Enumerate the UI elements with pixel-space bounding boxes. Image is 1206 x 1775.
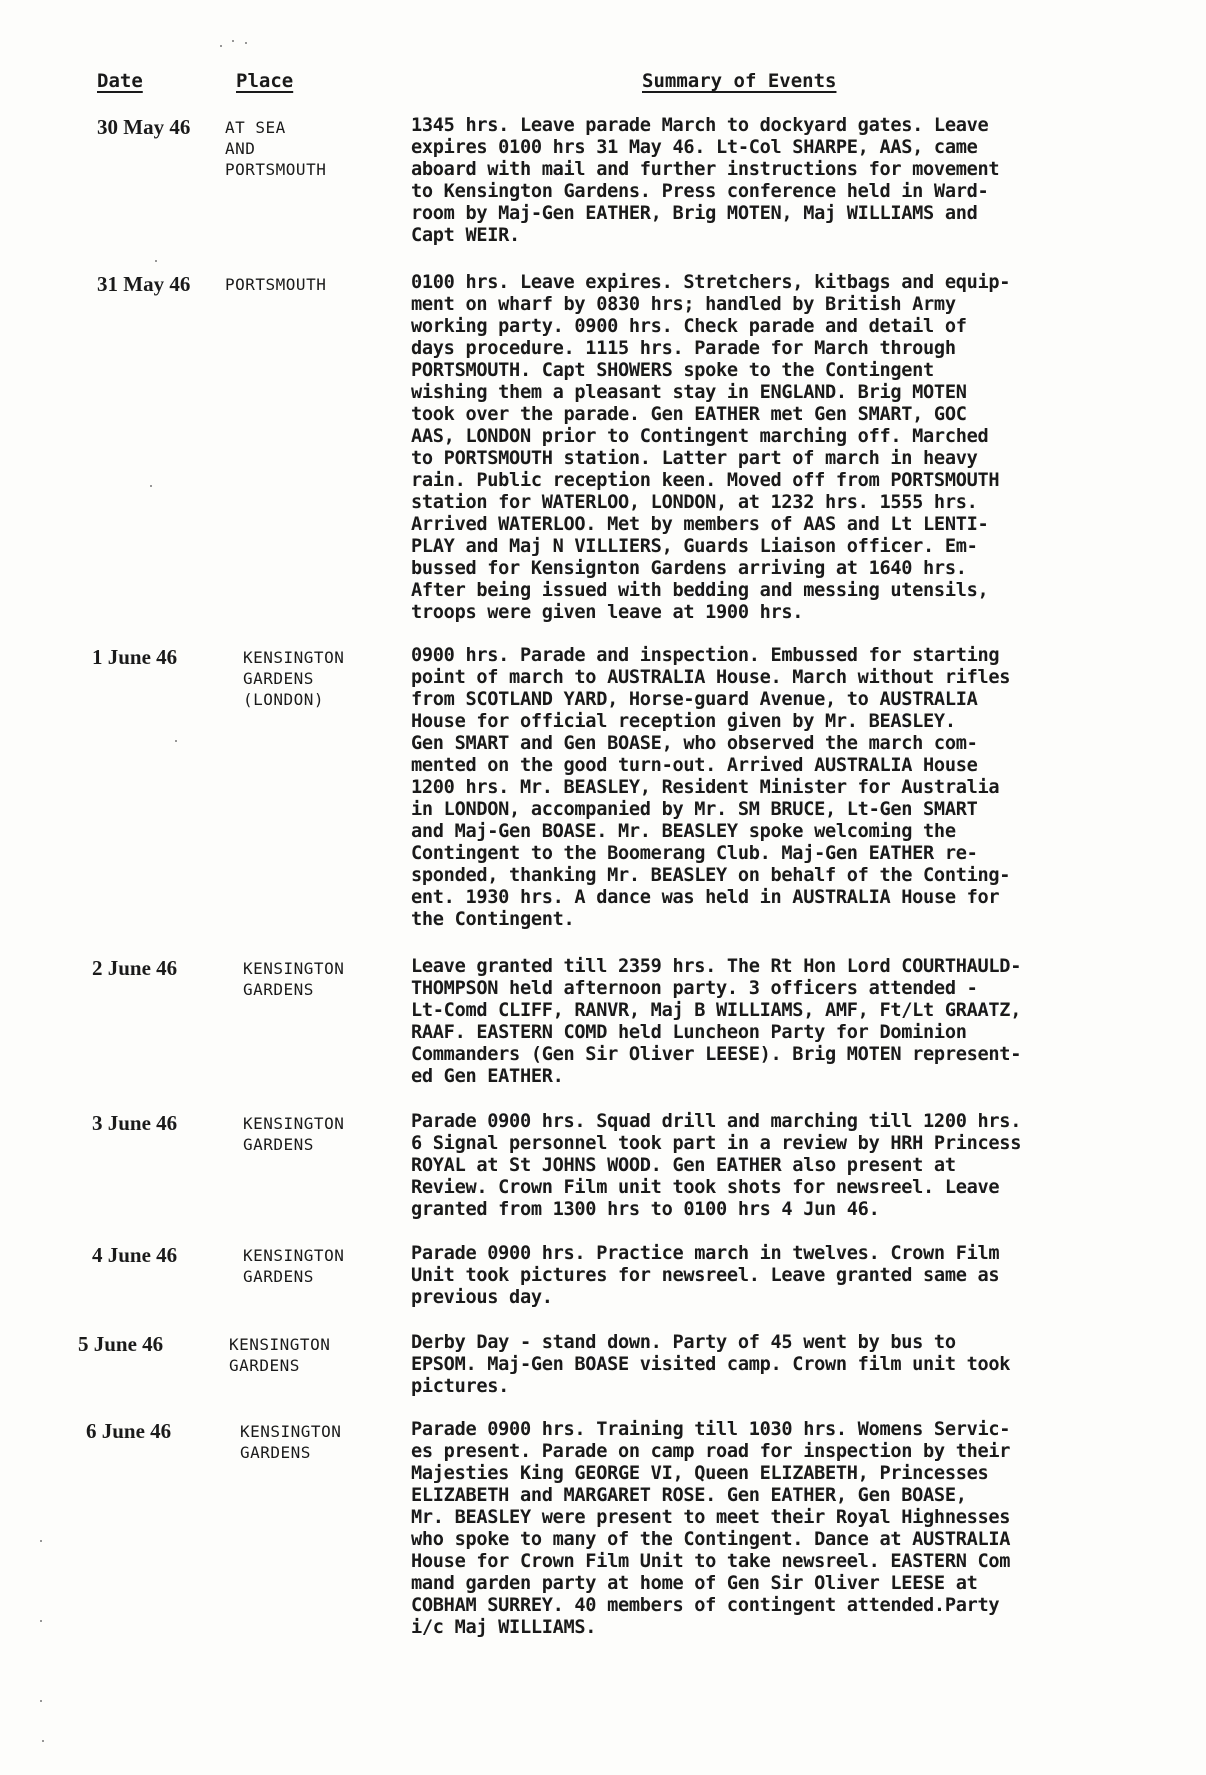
entry-date: 3 June 46	[92, 1111, 178, 1135]
scan-speck	[42, 1740, 44, 1742]
entry-date: 1 June 46	[92, 645, 178, 669]
summary-column-header: Summary of Events	[642, 70, 837, 92]
scan-speck	[40, 1700, 42, 1702]
entry-date: 6 June 46	[86, 1419, 172, 1443]
entry-place: KENSINGTON GARDENS	[240, 1422, 342, 1462]
entry-summary: Parade 0900 hrs. Training till 1030 hrs. Womens Servic- es present. Parade on camp road for inspection by their Majesties King GEORGE VI, Queen ELIZABETH, Princesses ELIZABETH and MARGARET ROSE. Gen EATHER, Gen BOASE, Mr. BEASLEY were present to meet their Royal Highnesses who spoke to many of the Contingent. Dance at AUSTRALIA House for Crown Film Unit to take newsreel. EASTERN Com mand garden party at home of Gen Sir Oliver LEESE at COBHAM SURREY. 40 members of contingent attended.Party i/c Maj WILLIAMS.	[411, 1419, 1011, 1638]
scan-speck	[232, 40, 234, 42]
entry-place: KENSINGTON GARDENS	[243, 1114, 345, 1154]
entry-date: 30 May 46	[97, 115, 191, 139]
entry-summary: Derby Day - stand down. Party of 45 went by bus to EPSOM. Maj-Gen BOASE visited camp. Crown film unit took pictures.	[411, 1332, 1011, 1397]
entry-summary: Parade 0900 hrs. Practice march in twelves. Crown Film Unit took pictures for newsreel. Leave granted same as previous day.	[411, 1243, 1000, 1308]
column-header-row	[0, 70, 1206, 100]
entry-date: 5 June 46	[78, 1332, 164, 1356]
entry-summary: Parade 0900 hrs. Squad drill and marching till 1200 hrs. 6 Signal personnel took part in a review by HRH Princess ROYAL at St JOHNS WOOD. Gen EATHER also present at Review. Crown Film unit took shots for newsreel. Leave granted from 1300 hrs to 0100 hrs 4 Jun 46.	[411, 1111, 1022, 1220]
entry-summary: 0900 hrs. Parade and inspection. Embussed for starting point of march to AUSTRALIA House. March without rifles from SCOTLAND YARD, Horse-guard Avenue, to AUSTRALIA House for official reception given by Mr. BEASLEY. Gen SMART and Gen BOASE, who observed the march com- mented on the good turn-out. Arrived AUSTRALIA House 1200 hrs. Mr. BEASLEY, Resident Minister for Australia in LONDON, accompanied by Mr. SM BRUCE, Lt-Gen SMART and Maj-Gen BOASE. Mr. BEASLEY spoke welcoming the Contingent to the Boomerang Club. Maj-Gen EATHER re- sponded, thanking Mr. BEASLEY on behalf of the Conting- ent. 1930 hrs. A dance was held in AUSTRALIA House for the Contingent.	[411, 645, 1011, 930]
scan-speck	[40, 1540, 42, 1542]
entry-place: KENSINGTON GARDENS	[243, 959, 345, 999]
entry-place: KENSINGTON GARDENS (LONDON)	[243, 648, 345, 709]
scan-speck	[220, 45, 222, 47]
scan-speck	[175, 740, 177, 742]
place-column-header: Place	[236, 70, 294, 92]
entry-place: KENSINGTON GARDENS	[243, 1246, 345, 1286]
entry-place: KENSINGTON GARDENS	[229, 1335, 331, 1375]
entry-place: AT SEA AND PORTSMOUTH	[225, 118, 327, 179]
entry-place: PORTSMOUTH	[225, 275, 327, 294]
scan-speck	[150, 485, 152, 487]
entry-summary: 1345 hrs. Leave parade March to dockyard gates. Leave expires 0100 hrs 31 May 46. Lt-Col SHARPE, AAS, came aboard with mail and further instructions for movement to Kensington Gardens. Press conference held in Ward- room by Maj-Gen EATHER, Brig MOTEN, Maj WILLIAMS and Capt WEIR.	[411, 115, 1000, 246]
entry-date: 31 May 46	[97, 272, 191, 296]
scan-speck	[40, 1620, 42, 1622]
scan-speck	[245, 42, 247, 44]
entry-date: 4 June 46	[92, 1243, 178, 1267]
scan-speck	[155, 260, 157, 262]
entry-date: 2 June 46	[92, 956, 178, 980]
entry-summary: 0100 hrs. Leave expires. Stretchers, kitbags and equip- ment on wharf by 0830 hrs; handled by British Army working party. 0900 hrs. Check parade and detail of days procedure. 1115 hrs. Parade for March through PORTSMOUTH. Capt SHOWERS spoke to the Contingent wishing them a pleasant stay in ENGLAND. Brig MOTEN took over the parade. Gen EATHER met Gen SMART, GOC AAS, LONDON prior to Contingent marching off. Marched to PORTSMOUTH station. Latter part of march in heavy rain. Public reception keen. Moved off from PORTSMOUTH station for WATERLOO, LONDON, at 1232 hrs. 1555 hrs. Arrived WATERLOO. Met by members of AAS and Lt LENTI- PLAY and Maj N VILLIERS, Guards Liaison officer. Em- bussed for Kensignton Gardens arriving at 1640 hrs. After being issued with bedding and messing utensils, troops were given leave at 1900 hrs.	[411, 272, 1011, 623]
date-column-header: Date	[97, 70, 143, 92]
entry-summary: Leave granted till 2359 hrs. The Rt Hon Lord COURTHAULD- THOMPSON held afternoon party. 3 officers attended - Lt-Comd CLIFF, RANVR, Maj B WILLIAMS, AMF, Ft/Lt GRAATZ, RAAF. EASTERN COMD held Luncheon Party for Dominion Commanders (Gen Sir Oliver LEESE). Brig MOTEN represent- ed Gen EATHER.	[411, 956, 1022, 1087]
